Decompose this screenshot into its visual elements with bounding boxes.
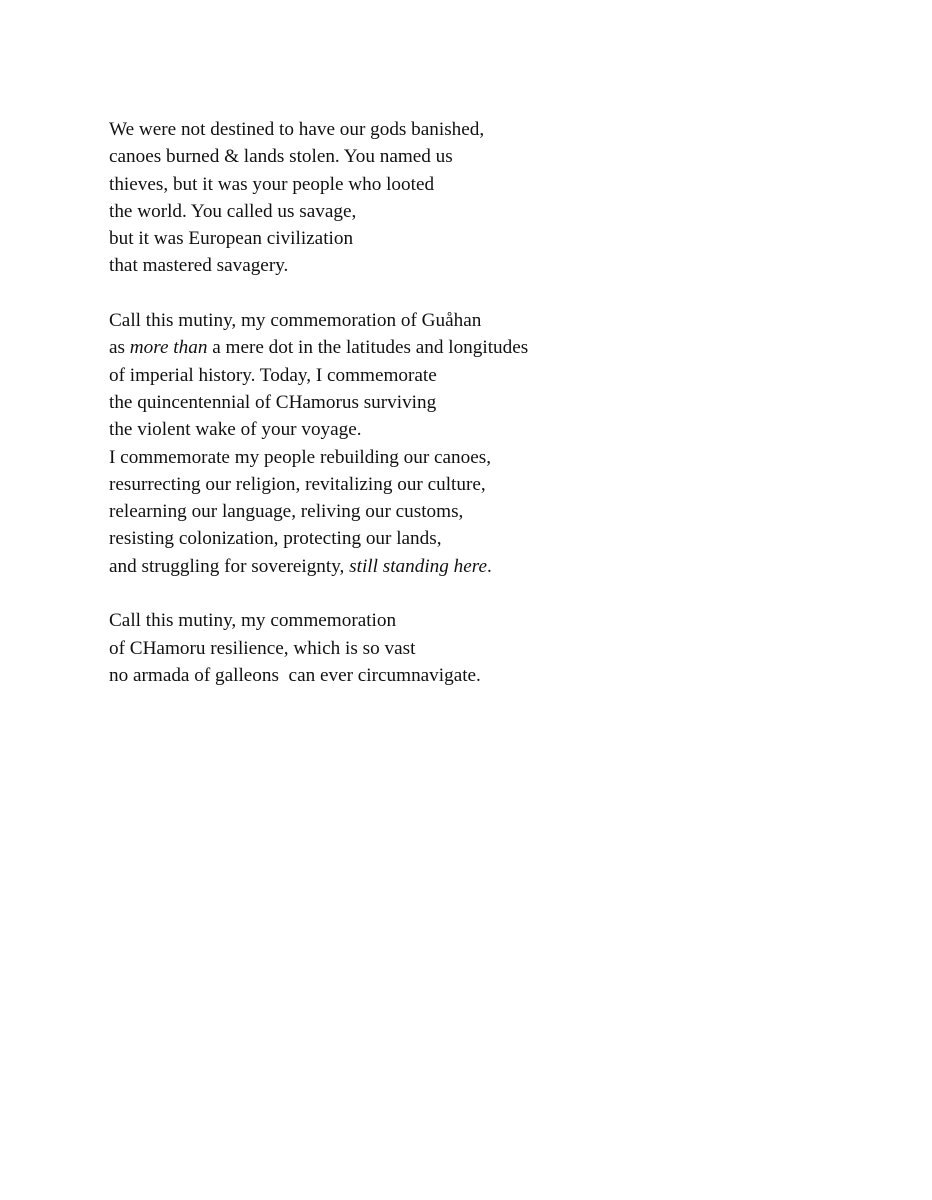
poem-body: [109, 116, 889, 717]
poem-text: Call this mutiny, my commemoration: [109, 610, 397, 632]
poem-text: Call this mutiny, my commemoration of Guåhan: [109, 310, 482, 332]
poem-text: I commemorate my people rebuilding our canoes,: [109, 446, 492, 468]
poem-text: thieves, but it was your people who looted: [109, 173, 435, 195]
poem-text: resurrecting our religion, revitalizing our culture,: [109, 473, 486, 495]
poem-text: the violent wake of your voyage.: [109, 419, 362, 441]
poem-stanza: [109, 116, 889, 280]
poem-text: We were not destined to have our gods banished,: [109, 119, 485, 140]
poem-text: as: [109, 337, 130, 359]
poem-text: the quincentennial of CHamorus surviving: [109, 391, 437, 413]
poem-line: [109, 116, 889, 143]
poem-line: [109, 444, 889, 471]
poem-text: and struggling for sovereignty,: [109, 555, 350, 577]
poem-emphasis-text: still standing here: [349, 555, 488, 577]
poem-line: [109, 225, 889, 252]
poem-text: no armada of galleons can ever circumnavigate.: [109, 664, 481, 686]
poem-line: [109, 307, 889, 334]
poem-text: .: [487, 555, 492, 577]
poem-line: [109, 389, 889, 416]
poem-line: [109, 171, 889, 198]
poem-stanza: [109, 607, 889, 689]
poem-line: [109, 635, 889, 662]
poem-text: resisting colonization, protecting our lands,: [109, 528, 442, 550]
poem-line: [109, 662, 889, 689]
poem-line: [109, 471, 889, 498]
poem-text: of imperial history. Today, I commemorate: [109, 364, 437, 386]
poem-emphasis-text: more than: [129, 337, 208, 359]
poem-text: of CHamoru resilience, which is so vast: [109, 637, 416, 659]
poem-line: [109, 362, 889, 389]
poem-line: [109, 498, 889, 525]
poem-line: [109, 143, 889, 170]
poem-line: [109, 553, 889, 580]
poem-line: [109, 525, 889, 552]
poem-stanza: [109, 307, 889, 580]
poem-line: [109, 252, 889, 279]
poem-text: canoes burned & lands stolen. You named us: [109, 146, 453, 168]
poem-line: [109, 334, 889, 361]
poem-text: but it was European civilization: [109, 228, 354, 250]
poem-line: [109, 416, 889, 443]
poem-text: that mastered savagery.: [109, 255, 289, 277]
poem-text: relearning our language, reliving our customs,: [109, 501, 464, 523]
poem-text: a mere dot in the latitudes and longitudes: [207, 337, 529, 359]
poem-line: [109, 607, 889, 634]
poem-line: [109, 198, 889, 225]
poem-text: the world. You called us savage,: [109, 200, 357, 222]
